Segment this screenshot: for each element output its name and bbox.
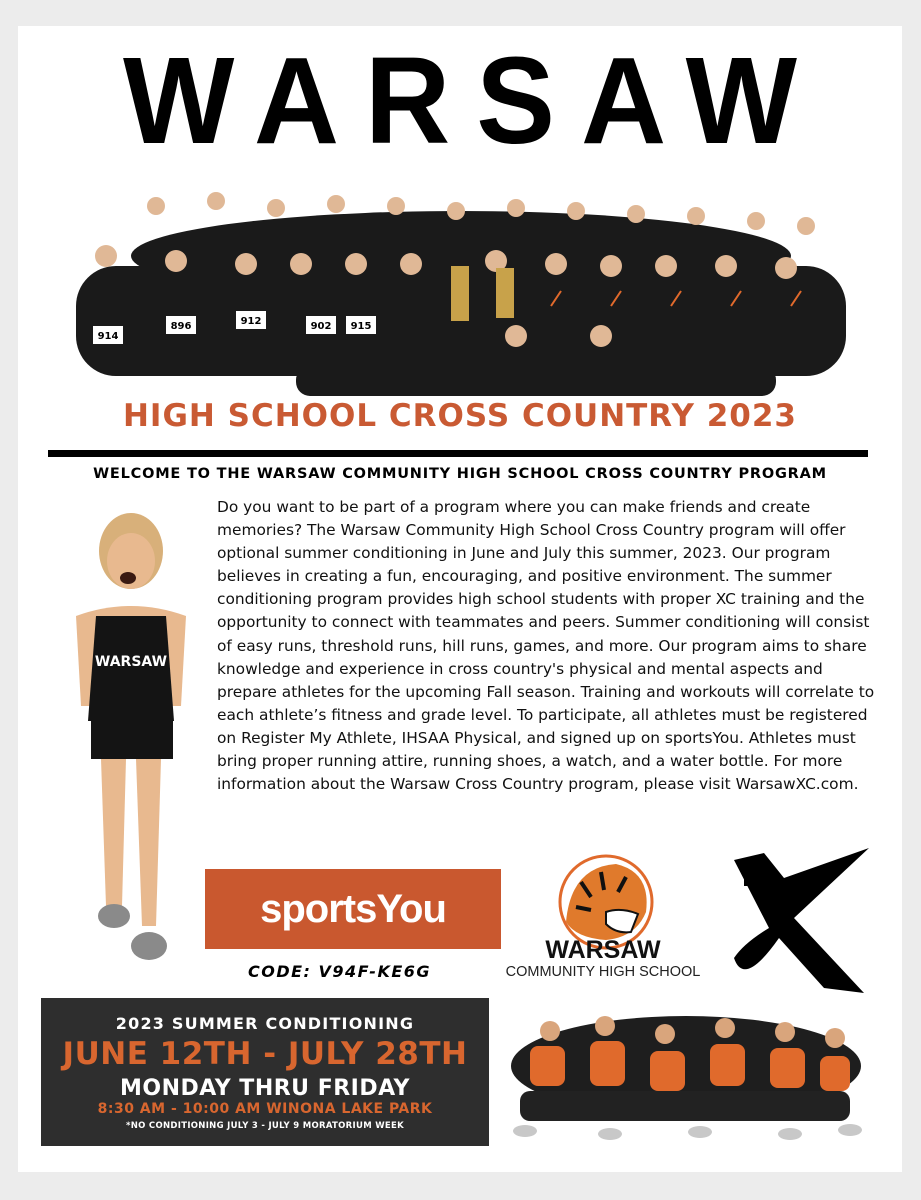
school-subtitle: COMMUNITY HIGH SCHOOL — [505, 964, 701, 980]
divider — [48, 450, 868, 457]
bib-number: 902 — [310, 321, 332, 332]
sportsyou-logo-text: sportsYou — [260, 886, 446, 931]
program-description: Do you want to be part of a program where you can make friends and create memories? The Warsaw Community High School Cross Country program will offer optional summer conditioning in June and July this summer, 2023. Our program believes in creating a fun, encouraging, and positive environment. The summer conditioning program provides high school students with proper XC training and the opportunity to connect with teammates and peers. Summer conditioning will consist of easy runs, threshold runs, hill runs, games, and more. Our program aims to share knowledge and experience in cross country's physical and mental aspects and prepare athletes for the upcoming Fall season. Training and workouts will correlate to each athlete’s fitness and grade level. To participate, all athletes must be registered on Register My Athlete, IHSAA Physical, and signed up on sportsYou. Athletes must bring proper running attire, running shoes, a watch, and a water bottle. For more information about the Warsaw Cross Country program, please visit WarsawXC.com. — [217, 498, 875, 794]
bib-number: 914 — [97, 331, 119, 342]
schedule-heading: 2023 SUMMER CONDITIONING — [115, 1014, 415, 1033]
schedule-dates: JUNE 12TH - JULY 28TH — [62, 1036, 468, 1072]
welcome-heading: WELCOME TO THE WARSAW COMMUNITY HIGH SCHOOL CROSS COUNTRY PROGRAM — [93, 466, 827, 482]
bib-number: 912 — [240, 316, 262, 327]
schedule-note: *NO CONDITIONING JULY 3 - JULY 9 MORATORIUM WEEK — [125, 1121, 404, 1131]
sportsyou-logo — [205, 869, 501, 949]
bib-number: 915 — [350, 321, 372, 332]
subtitle: HIGH SCHOOL CROSS COUNTRY 2023 — [122, 398, 798, 434]
xc-swoosh-icon — [724, 848, 874, 998]
team-huddle-photo — [500, 1006, 872, 1146]
conditioning-schedule — [41, 998, 489, 1146]
schedule-time-location: 8:30 AM - 10:00 AM WINONA LAKE PARK — [97, 1101, 433, 1117]
runner-photo — [56, 506, 206, 976]
page-title: WARSAW — [122, 31, 824, 171]
sportsyou-code: CODE: V94F-KE6G — [248, 962, 432, 981]
bib-number: 896 — [170, 321, 192, 332]
schedule-days: MONDAY THRU FRIDAY — [120, 1076, 410, 1101]
runner-jersey-text: WARSAW — [94, 654, 168, 670]
school-name: WARSAW — [545, 936, 661, 964]
team-photo — [66, 186, 856, 411]
flyer-page — [18, 26, 902, 1172]
